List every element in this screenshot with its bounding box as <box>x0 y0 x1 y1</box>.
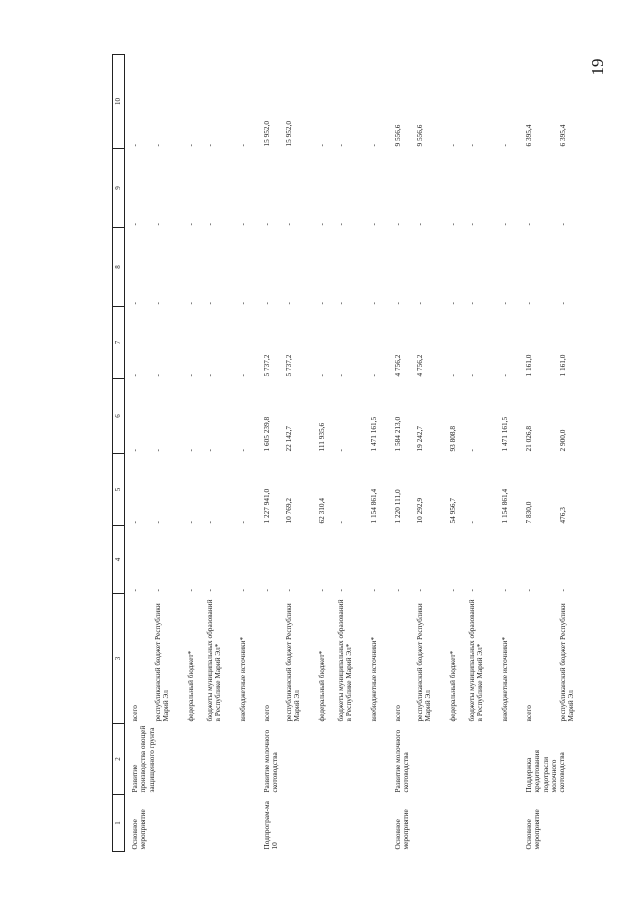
value-cell-c9: - <box>415 223 425 226</box>
value-cell-c5: 1 154 861,4 <box>369 488 379 524</box>
value-cell-c10: 6 395,4 <box>523 124 533 147</box>
column-header: 9 <box>113 149 125 228</box>
value-cell-c6: - <box>238 449 248 452</box>
row-name-cell: Развитие молочного скотоводства <box>261 729 279 793</box>
value-cell-c4: - <box>335 589 345 592</box>
column-header: 6 <box>113 379 125 454</box>
value-cell-c7: - <box>238 374 248 377</box>
rotated-table-container <box>112 75 606 852</box>
value-cell-c8: - <box>130 302 139 305</box>
column-header: 4 <box>113 526 125 594</box>
column-header: 1 <box>113 795 125 852</box>
table-row <box>388 55 415 852</box>
row-type-cell: Основное мероприятие <box>392 809 411 850</box>
funding-source-cell: всего <box>392 705 402 722</box>
value-cell-c7: 4 756,2 <box>392 354 402 377</box>
value-cell-c9: - <box>186 223 196 226</box>
value-cell-c7: - <box>186 374 196 377</box>
funding-source-cell: бюджеты муниципальных образований в Республике Марий Эл* <box>466 599 485 722</box>
value-cell-c9: - <box>261 223 271 226</box>
value-cell-c6: 93 808,8 <box>448 425 458 452</box>
value-cell-c4: - <box>238 589 248 592</box>
value-cell-c8: - <box>238 302 248 305</box>
funding-source-cell: всего <box>523 705 533 722</box>
value-cell-c9: - <box>369 223 379 226</box>
value-cell-c10: 15 952,0 <box>261 120 271 147</box>
value-cell-c10: 9 556,6 <box>392 124 402 147</box>
value-cell-c8: - <box>558 302 568 305</box>
value-cell-c10: - <box>500 144 510 147</box>
table-row <box>125 55 153 852</box>
value-cell-c5: 1 220 111,0 <box>392 489 402 524</box>
value-cell-c8: - <box>335 302 345 305</box>
value-cell-c4: - <box>186 589 196 592</box>
value-cell-c9: - <box>392 223 402 226</box>
funding-source-cell: республиканский бюджет Республики Марий Эл <box>152 603 171 722</box>
value-cell-c5: 7 830,0 <box>523 501 533 524</box>
value-cell-c5: 10 292,9 <box>415 497 425 524</box>
value-cell-c4: - <box>130 589 139 592</box>
value-cell-c8: - <box>204 302 214 305</box>
page-number: 19 <box>588 58 607 76</box>
value-cell-c9: - <box>523 223 533 226</box>
value-cell-c6: 1 471 161,5 <box>369 416 379 452</box>
value-cell-c9: - <box>335 223 345 226</box>
value-cell-c8: - <box>466 302 476 305</box>
table-body <box>125 55 607 852</box>
value-cell-c10: - <box>448 144 458 147</box>
column-header: 10 <box>113 55 125 149</box>
value-cell-c7: - <box>130 374 139 377</box>
value-cell-c6: 2 900,0 <box>558 429 568 452</box>
value-cell-c9: - <box>317 223 327 226</box>
value-cell-c5: - <box>204 521 214 524</box>
column-header: 8 <box>113 228 125 307</box>
value-cell-c10: - <box>152 144 162 147</box>
value-cell-c7: - <box>152 374 162 377</box>
funding-source-cell: федеральный бюджет* <box>186 650 196 722</box>
value-cell-c5: 54 956,7 <box>448 497 458 524</box>
value-cell-c10: - <box>204 144 214 147</box>
value-cell-c9: - <box>558 223 568 226</box>
value-cell-c10: - <box>130 144 139 147</box>
value-cell-c10: - <box>317 144 327 147</box>
value-cell-c6: 1 471 161,5 <box>500 416 510 452</box>
value-cell-c5: 10 769,2 <box>283 497 293 524</box>
table-row <box>257 55 284 852</box>
value-cell-c8: - <box>500 302 510 305</box>
value-cell-c9: - <box>466 223 476 226</box>
value-cell-c7: 5 737,2 <box>261 354 271 377</box>
value-cell-c4: - <box>317 589 327 592</box>
value-cell-c4: - <box>448 589 458 592</box>
value-cell-c4: - <box>500 589 510 592</box>
value-cell-c8: - <box>283 302 293 305</box>
value-cell-c9: - <box>500 223 510 226</box>
funding-source-cell: республиканский бюджет Республики Марий Эл <box>558 603 576 722</box>
value-cell-c8: - <box>186 302 196 305</box>
value-cell-c7: 1 161,0 <box>523 354 533 377</box>
value-cell-c9: - <box>152 223 162 226</box>
value-cell-c9: - <box>238 223 248 226</box>
value-cell-c8: - <box>415 302 425 305</box>
value-cell-c7: 5 737,2 <box>283 354 293 377</box>
value-cell-c5: 62 310,4 <box>317 497 327 524</box>
value-cell-c7: - <box>448 374 458 377</box>
value-cell-c4: - <box>558 589 568 592</box>
value-cell-c9: - <box>204 223 214 226</box>
column-header: 2 <box>113 724 125 795</box>
value-cell-c5: - <box>335 521 345 524</box>
table-row <box>519 55 558 852</box>
value-cell-c8: - <box>317 302 327 305</box>
value-cell-c10: 15 952,0 <box>283 120 293 147</box>
value-cell-c5: 1 154 861,4 <box>500 488 510 524</box>
funding-source-cell: всего <box>261 705 271 722</box>
value-cell-c7: - <box>204 374 214 377</box>
funding-source-cell: внебюджетные источники* <box>500 636 510 722</box>
value-cell-c4: - <box>415 589 425 592</box>
value-cell-c4: - <box>152 589 162 592</box>
value-cell-c5: - <box>152 521 162 524</box>
value-cell-c6: 111 935,6 <box>317 422 327 452</box>
value-cell-c6: - <box>186 449 196 452</box>
value-cell-c8: - <box>392 302 402 305</box>
value-cell-c10: - <box>466 144 476 147</box>
row-name-cell: Поддержка кредитования подотрасли молочного скотоводства <box>523 750 567 793</box>
value-cell-c6: 19 242,7 <box>415 425 425 452</box>
row-type-cell: Основное мероприятие <box>130 809 148 850</box>
funding-source-cell: внебюджетные источники* <box>369 636 379 722</box>
value-cell-c9: - <box>283 223 293 226</box>
funding-source-cell: всего <box>130 705 139 722</box>
column-header: 5 <box>113 454 125 526</box>
value-cell-c7: - <box>335 374 345 377</box>
value-cell-c7: 1 161,0 <box>558 354 568 377</box>
funding-source-cell: республиканский бюджет Республики Марий Эл <box>415 603 433 722</box>
value-cell-c5: 476,3 <box>558 507 568 524</box>
value-cell-c7: - <box>500 374 510 377</box>
value-cell-c8: - <box>152 302 162 305</box>
value-cell-c8: - <box>261 302 271 305</box>
row-name-cell: Развитие производства овощей защищенного грунта <box>130 725 156 793</box>
row-name-cell: Развитие молочного скотоводства <box>392 729 411 793</box>
value-cell-c6: - <box>152 449 162 452</box>
value-cell-c10: - <box>186 144 196 147</box>
value-cell-c8: - <box>448 302 458 305</box>
column-header: 3 <box>113 594 125 724</box>
row-type-cell: Подпрограм-ма 10 <box>261 801 279 850</box>
value-cell-c7: - <box>369 374 379 377</box>
funding-source-cell: бюджеты муниципальных образований в Республике Марий Эл* <box>335 599 354 722</box>
value-cell-c5: - <box>238 521 248 524</box>
value-cell-c6: 22 142,7 <box>283 425 293 452</box>
value-cell-c7: 4 756,2 <box>415 354 425 377</box>
funding-source-cell: федеральный бюджет* <box>317 650 327 722</box>
value-cell-c6: 1 605 239,8 <box>261 416 271 452</box>
value-cell-c4: - <box>369 589 379 592</box>
column-number-row <box>113 55 125 852</box>
value-cell-c4: - <box>466 589 476 592</box>
value-cell-c4: - <box>523 589 533 592</box>
value-cell-c10: 9 556,6 <box>415 124 425 147</box>
value-cell-c5: - <box>130 521 139 524</box>
value-cell-c9: - <box>448 223 458 226</box>
row-type-cell: Основное мероприятие <box>523 809 542 850</box>
value-cell-c6: 21 026,8 <box>523 425 533 452</box>
value-cell-c8: - <box>523 302 533 305</box>
value-cell-c6: - <box>204 449 214 452</box>
value-cell-c5: - <box>466 521 476 524</box>
value-cell-c6: - <box>335 449 345 452</box>
value-cell-c10: - <box>335 144 345 147</box>
value-cell-c6: - <box>466 449 476 452</box>
value-cell-c6: 1 584 213,0 <box>392 416 402 452</box>
funding-source-cell: федеральный бюджет* <box>448 650 458 722</box>
value-cell-c8: - <box>369 302 379 305</box>
value-cell-c10: 6 395,4 <box>558 124 568 147</box>
value-cell-c10: - <box>238 144 248 147</box>
value-cell-c5: 1 227 941,0 <box>261 488 271 524</box>
value-cell-c4: - <box>283 589 293 592</box>
funding-source-cell: республиканский бюджет Республики Марий Эл <box>283 603 302 722</box>
value-cell-c9: - <box>130 223 139 226</box>
funding-source-cell: бюджеты муниципальных образований в Республике Марий Эл* <box>204 599 223 722</box>
value-cell-c4: - <box>204 589 214 592</box>
value-cell-c6: - <box>130 449 139 452</box>
value-cell-c10: - <box>369 144 379 147</box>
funding-source-cell: внебюджетные источники* <box>238 636 248 722</box>
value-cell-c4: - <box>392 589 402 592</box>
value-cell-c7: - <box>466 374 476 377</box>
financing-table <box>112 54 606 852</box>
value-cell-c5: - <box>186 521 196 524</box>
column-header: 7 <box>113 307 125 379</box>
value-cell-c7: - <box>317 374 327 377</box>
value-cell-c4: - <box>261 589 271 592</box>
